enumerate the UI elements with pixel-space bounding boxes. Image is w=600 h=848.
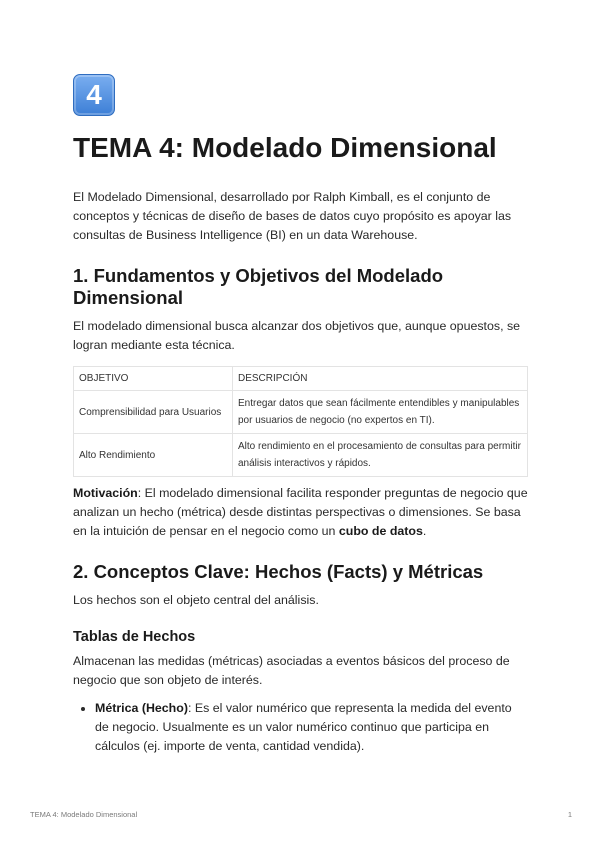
intro-paragraph: El Modelado Dimensional, desarrollado por Ralph Kimball, es el conjunto de conceptos y técnicas de diseño de bases de datos cuyo propósito es apoyar las consultas de Business Intelligence (BI) en un data Warehouse. [73,190,512,242]
bullet-list [73,699,528,756]
motivation-label: Motivación [73,486,138,500]
motivation-text: : El modelado dimensional facilita responder preguntas de negocio que analizan un hecho (métrica) desde distintas perspectivas o dimensiones. Se basa en la intuición de pensar en el negocio como un [73,486,528,538]
page-footer [30,810,572,819]
section-2-heading: 2. Conceptos Clave: Hechos (Facts) y Métricas [73,561,484,582]
subsection-text: Almacenan las medidas (métricas) asociadas a eventos básicos del proceso de negocio que son objeto de interés. [73,654,510,687]
footer-title: TEMA 4: Modelado Dimensional [30,810,138,819]
keycap-4-icon: 4 [73,74,115,116]
table-row [74,391,528,434]
subsection-heading: Tablas de Hechos [73,629,196,645]
table-header-row [74,367,528,391]
table-cell: Comprensibilidad para Usuarios [74,391,233,434]
table-header-descripcion: DESCRIPCIÓN [233,367,528,391]
table-cell: Entregar datos que sean fácilmente entendibles y manipulables por usuarios de negocio (no expertos en TI). [233,391,528,434]
table-cell: Alto Rendimiento [74,434,233,477]
motivation-end: . [422,524,427,538]
page-title: TEMA 4: Modelado Dimensional [73,132,497,163]
table-header-objetivo: OBJETIVO [74,367,233,391]
page-number: 1 [567,810,572,819]
list-item [95,699,528,756]
section-1-heading: 1. Fundamentos y Objetivos del Modelado Dimensional [73,265,444,308]
section-1-lead: El modelado dimensional busca alcanzar dos objetivos que, aunque opuestos, se logran mediante esta técnica. [73,319,521,352]
document-page [73,74,528,756]
list-item-text: : Es el valor numérico que representa la medida del evento de negocio. Usualmente es un valor numérico continuo que participa en cálculos (ej. importe de venta, cantidad vendida). [95,701,512,753]
section-2-lead: Los hechos son el objeto central del análisis. [73,593,319,607]
table-cell: Alto rendimiento en el procesamiento de consultas para permitir análisis interactivos y rápidos. [233,434,528,477]
objectives-table [73,366,528,477]
table-row [74,434,528,477]
list-item-label: Métrica (Hecho) [95,701,188,715]
motivation-paragraph [73,484,528,541]
cubo-de-datos-term: cubo de datos [338,524,423,538]
